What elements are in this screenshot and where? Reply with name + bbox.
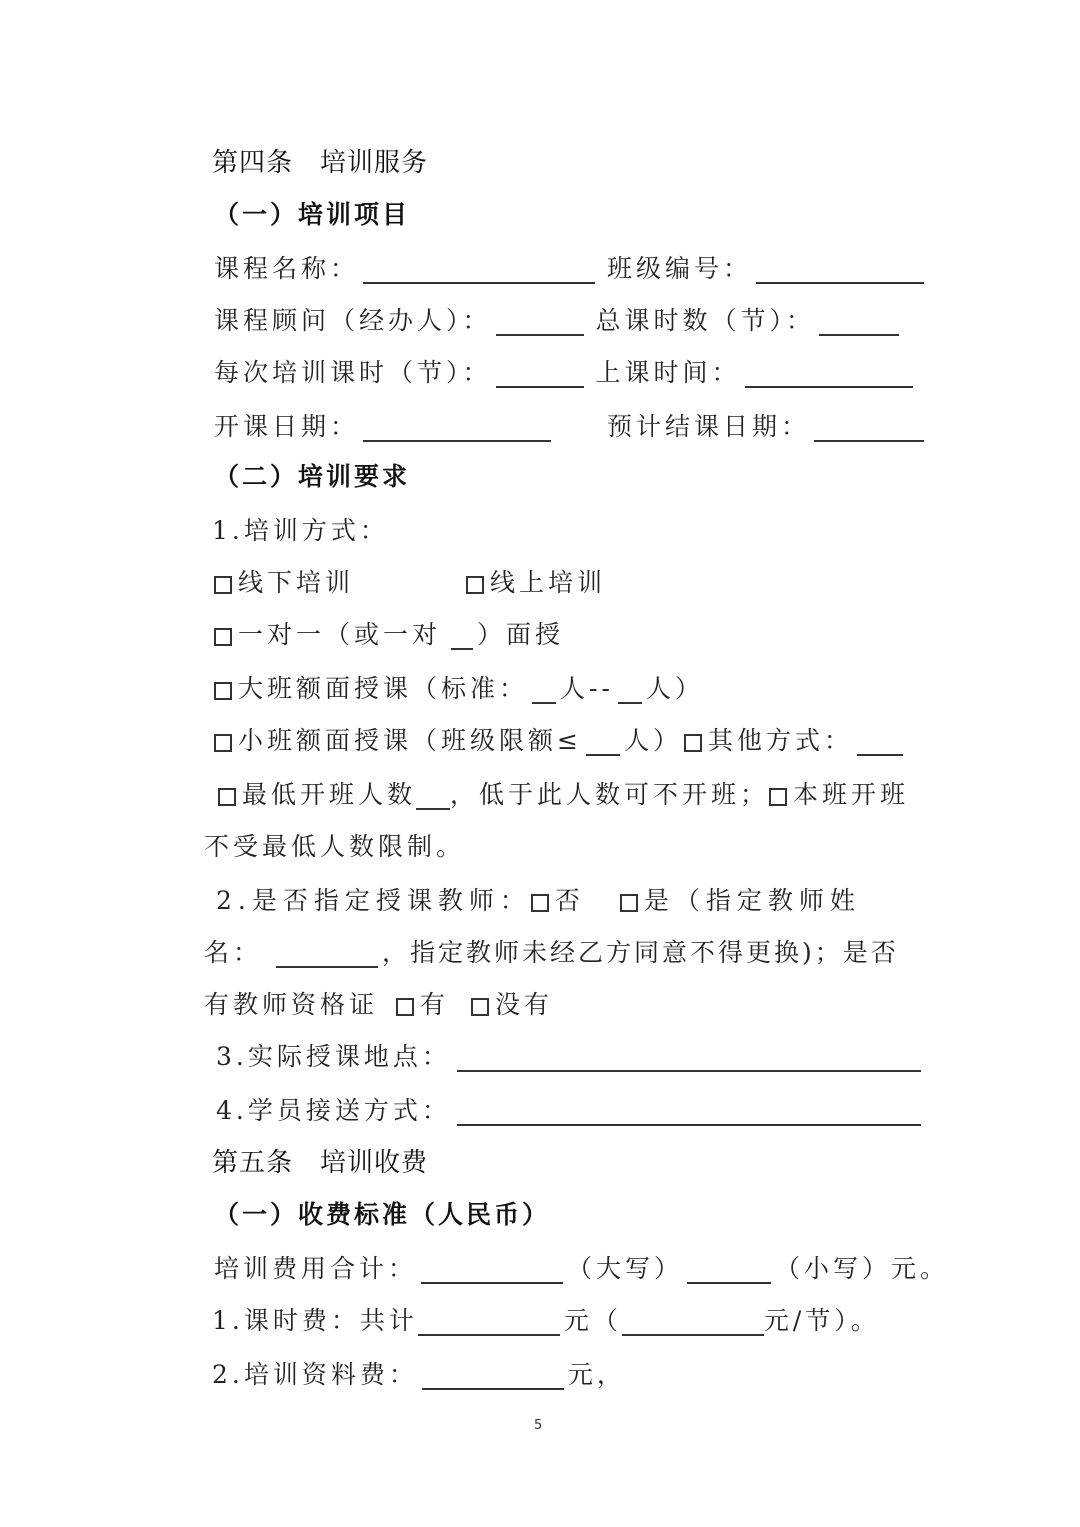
teacher-name-label: 名： (204, 938, 263, 967)
lower-case-label: （小写）元。 (775, 1254, 950, 1283)
lesson-fee-row (212, 1304, 880, 1338)
cert-yes-checkbox[interactable] (396, 998, 414, 1016)
advisor-label: 课程顾问（经办人）： (214, 306, 492, 335)
min-students-field[interactable] (416, 782, 450, 810)
material-fee-row (212, 1358, 626, 1392)
course-name-label: 课程名称： (214, 254, 360, 283)
pickup-field[interactable] (457, 1098, 921, 1126)
section-fee-standard-heading (214, 1198, 550, 1232)
total-fee-label: 培训费用合计： (214, 1254, 418, 1283)
small-class-suffix: 人） (623, 726, 682, 755)
lesson-fee-per-field[interactable] (622, 1308, 764, 1336)
page-number: 5 (534, 1418, 543, 1433)
lesson-fee-per-label: 元/节）。 (763, 1306, 880, 1335)
article-4-heading (212, 146, 428, 180)
small-class-label: 小班额面授课（班级限额≤ (238, 726, 582, 755)
article-4-title: 第四条 培训服务 (212, 148, 429, 178)
cert-no-checkbox[interactable] (471, 998, 489, 1016)
min-students-label: 最低开班人数 (242, 780, 417, 809)
cert-yes-label: 有 (420, 990, 450, 1019)
section-title: （二）培训要求 (214, 462, 411, 491)
min-students-checkbox[interactable] (218, 788, 236, 806)
lesson-fee-total-field[interactable] (418, 1308, 560, 1336)
section-training-items-heading (214, 198, 410, 232)
training-mode-label: 1.培训方式： (212, 516, 389, 545)
total-hours-field[interactable] (819, 308, 899, 336)
start-date-label: 开课日期： (214, 412, 360, 441)
one-on-n-count-field[interactable] (451, 622, 473, 650)
small-class-limit-field[interactable] (586, 728, 620, 756)
lesson-fee-label: 1.课时费：共计 (212, 1306, 418, 1335)
total-fee-row (214, 1252, 949, 1286)
material-fee-yuan: 元， (567, 1360, 626, 1389)
material-fee-label: 2.培训资料费： (212, 1360, 418, 1389)
total-fee-upper-field[interactable] (421, 1256, 563, 1284)
location-label: 3.实际授课地点： (216, 1042, 451, 1071)
total-hours-label: 总课时数（节）： (595, 306, 816, 335)
teacher-name-note: ，指定教师未经乙方同意不得更换)；是否 (382, 938, 899, 967)
teacher-name-row (204, 936, 899, 970)
mode-row-large-class (214, 672, 704, 706)
class-number-field[interactable] (756, 256, 924, 284)
course-row-1 (214, 252, 928, 286)
other-mode-field[interactable] (857, 728, 903, 756)
teacher-yes-checkbox[interactable] (620, 894, 638, 912)
offline-label: 线下培训 (238, 568, 355, 597)
section-training-requirements-heading (214, 460, 410, 494)
large-class-suffix: 人） (645, 674, 704, 703)
course-row-4 (214, 410, 928, 444)
end-date-field[interactable] (814, 414, 924, 442)
teacher-cert-label: 有教师资格证 (204, 990, 379, 1019)
material-fee-field[interactable] (422, 1362, 564, 1390)
one-on-one-checkbox[interactable] (214, 628, 232, 646)
section-title: （一）收费标准（人民币） (214, 1200, 551, 1229)
offline-checkbox[interactable] (214, 576, 232, 594)
other-mode-label: 其他方式： (707, 726, 853, 755)
training-mode-label-row (212, 514, 389, 548)
no-min-checkbox[interactable] (769, 788, 787, 806)
location-row (216, 1040, 925, 1074)
large-class-label: 大班额面授课（标准： (238, 674, 529, 703)
large-class-min-field[interactable] (532, 676, 556, 704)
course-name-field[interactable] (363, 256, 595, 284)
per-session-label: 每次培训课时（节）： (214, 358, 492, 387)
one-on-one-label: 一对一（或一对 (238, 620, 442, 649)
upper-case-label: （大写） (567, 1254, 684, 1283)
cert-no-label: 没有 (495, 990, 554, 1019)
mode-row-small-class (214, 724, 907, 758)
no-min-label: 本班开班 (793, 780, 910, 809)
min-students-note: ，低于此人数可不开班； (450, 780, 770, 809)
lesson-fee-yuan: 元（ (563, 1306, 622, 1335)
designated-teacher-label: 2.是否指定授课教师： (216, 886, 531, 915)
large-class-sep: 人-- (560, 674, 614, 703)
teacher-no-checkbox[interactable] (531, 894, 549, 912)
teacher-yes-label: 是（指定教师姓 (643, 886, 861, 915)
mode-row-one-on-one (214, 618, 564, 652)
course-row-3 (214, 356, 917, 390)
mode-row-online-offline (214, 566, 606, 600)
online-checkbox[interactable] (466, 576, 484, 594)
location-field[interactable] (457, 1044, 921, 1072)
teacher-no-label: 否 (554, 886, 584, 915)
section-title: （一）培训项目 (214, 200, 411, 229)
pickup-row (216, 1094, 925, 1128)
per-session-field[interactable] (496, 360, 584, 388)
small-class-checkbox[interactable] (214, 734, 232, 752)
one-on-one-suffix: ）面授 (477, 620, 565, 649)
start-date-field[interactable] (363, 414, 551, 442)
class-number-label: 班级编号： (607, 254, 753, 283)
article-5-heading (212, 1146, 428, 1180)
class-time-field[interactable] (745, 360, 913, 388)
class-time-label: 上课时间： (595, 358, 741, 387)
advisor-field[interactable] (496, 308, 584, 336)
other-mode-checkbox[interactable] (684, 734, 702, 752)
pickup-label: 4.学员接送方式： (216, 1096, 451, 1125)
online-label: 线上培训 (490, 568, 607, 597)
cert-row (204, 988, 553, 1022)
teacher-row (216, 884, 861, 918)
article-5-title: 第五条 培训收费 (212, 1148, 429, 1178)
end-date-label: 预计结课日期： (607, 412, 811, 441)
teacher-name-field[interactable] (276, 940, 378, 968)
large-class-max-field[interactable] (618, 676, 642, 704)
min-students-row (218, 778, 909, 812)
course-row-2 (214, 304, 903, 338)
total-fee-lower-field[interactable] (687, 1256, 771, 1284)
large-class-checkbox[interactable] (214, 682, 232, 700)
min-students-row-cont (204, 830, 465, 864)
no-min-label-cont: 不受最低人数限制。 (204, 832, 466, 861)
